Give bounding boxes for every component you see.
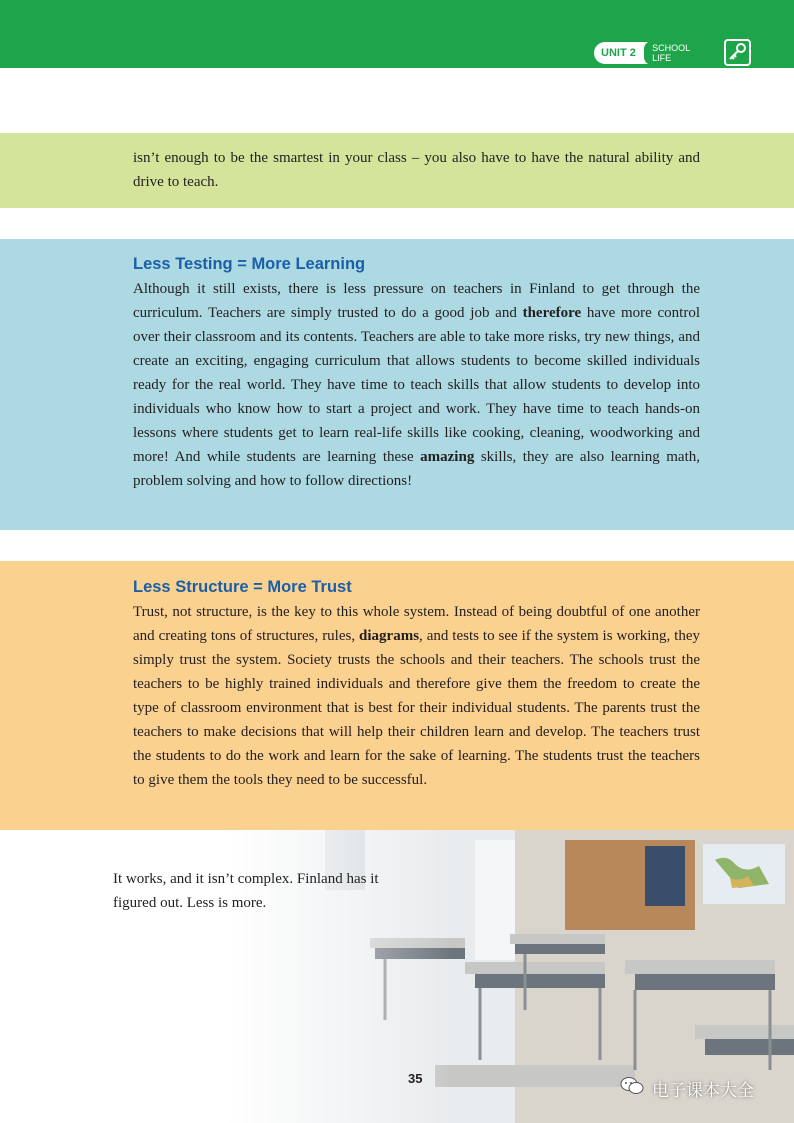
bold-term: therefore [522, 305, 582, 321]
unit-badge [594, 42, 718, 64]
page-number: 35 [408, 1071, 423, 1086]
header-bar [0, 0, 794, 68]
bold-term: amazing [420, 449, 475, 465]
watermark-text: 电子课本大全 [652, 1081, 754, 1101]
unit-label: UNIT 2 [601, 47, 636, 59]
section-paragraph-testing: Although it still exists, there is less pressure on teachers in Finland to get through the curriculum. Teachers are simply trusted to do a good job and therefore have more control over their classroom and its contents. Teachers are able to take more risks, try new things, and create an exciting, engaging curriculum that allows students to become skilled individuals ready for the real world. They have time to teach skills that allow students to develop into individuals who know how to start a project and work. They have time to teach hands-on lessons where students get to learn real-life skills like cooking, cleaning, woodworking and more! And while students are learning these amazing skills, they are also learning math, problem solving and how to follow directions! [133, 281, 700, 489]
watermark [620, 1076, 754, 1101]
intro-paragraph: isn’t enough to be the smartest in your class – you also have to have the natural ability and drive to teach. [133, 150, 700, 190]
wechat-icon [620, 1076, 644, 1101]
section-paragraph-structure: Trust, not structure, is the key to this whole system. Instead of being doubtful of one another and creating tons of structures, rules, diagrams, and tests to see if the system is working, they simply trust the system. Society trusts the schools and their teachers. The schools trust the teachers to be highly trained individuals and therefore give them the freedom to create the type of classroom environment that is best for their individual students. The parents trust the teachers to make decisions that will help their children learn and develop. The teachers trust the students to do the work and learn for the sake of learning. The students trust the teachers to give them the tools they need to be successful. [133, 604, 700, 788]
bold-term: diagrams [359, 628, 420, 644]
unit-topic: SCHOOL LIFE [644, 41, 718, 65]
closing-paragraph: It works, and it isn’t complex. Finland has it figured out. Less is more. [113, 871, 379, 911]
section-heading-testing: Less Testing = More Learning [133, 255, 366, 273]
section-heading-structure: Less Structure = More Trust [133, 578, 352, 596]
key-icon [724, 39, 751, 66]
